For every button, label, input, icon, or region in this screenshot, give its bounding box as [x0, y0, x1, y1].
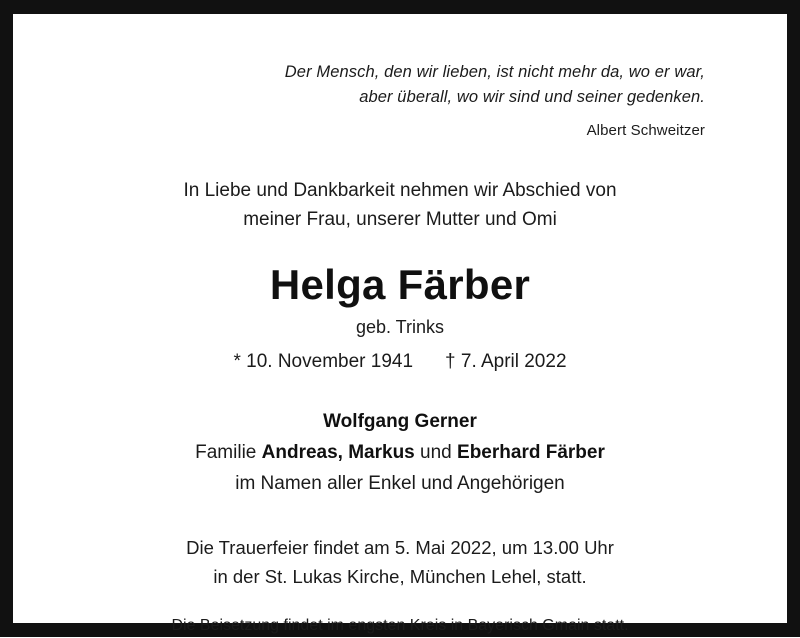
intro-line-1: In Liebe und Dankbarkeit nehmen wir Abschied von — [183, 180, 617, 201]
quote-line-2: aber überall, wo wir sind und seiner gedenken. — [359, 88, 705, 106]
quote-block — [53, 60, 747, 143]
intro-line-2: meiner Frau, unserer Mutter und Omi — [243, 209, 557, 230]
mourner-closing: im Namen aller Enkel und Angehörigen — [235, 473, 565, 494]
burial-block — [171, 613, 628, 638]
family-names-2: Eberhard Färber — [457, 442, 605, 463]
quote-author: Albert Schweitzer — [586, 122, 705, 139]
family-conjunction: und — [414, 442, 458, 463]
mourners-block — [195, 407, 605, 499]
mourner-family — [195, 438, 605, 468]
death-date: † 7. April 2022 — [445, 351, 567, 372]
burial-line: Die Beisetzung findet im engsten Kreis in Bayerisch Gmain statt. — [171, 617, 629, 634]
service-line-1: Die Trauerfeier findet am 5. Mai 2022, um 13.00 Uhr — [186, 537, 614, 558]
quote-line-1: Der Mensch, den wir lieben, ist nicht mehr da, wo er war, — [284, 63, 705, 81]
deceased-block — [233, 259, 566, 377]
obituary-content — [13, 14, 787, 634]
intro-block — [183, 176, 616, 234]
service-line-2: in der St. Lukas Kirche, München Lehel, statt. — [213, 566, 587, 587]
service-block — [186, 533, 614, 591]
mourner-primary: Wolfgang Gerner — [323, 411, 477, 432]
deceased-name: Helga Färber — [269, 261, 531, 308]
birth-date: * 10. November 1941 — [233, 351, 414, 372]
family-prefix: Familie — [195, 442, 262, 463]
deceased-dates — [233, 347, 566, 377]
deceased-maiden-name: geb. Trinks — [355, 317, 445, 337]
family-names-1: Andreas, Markus — [261, 442, 415, 463]
